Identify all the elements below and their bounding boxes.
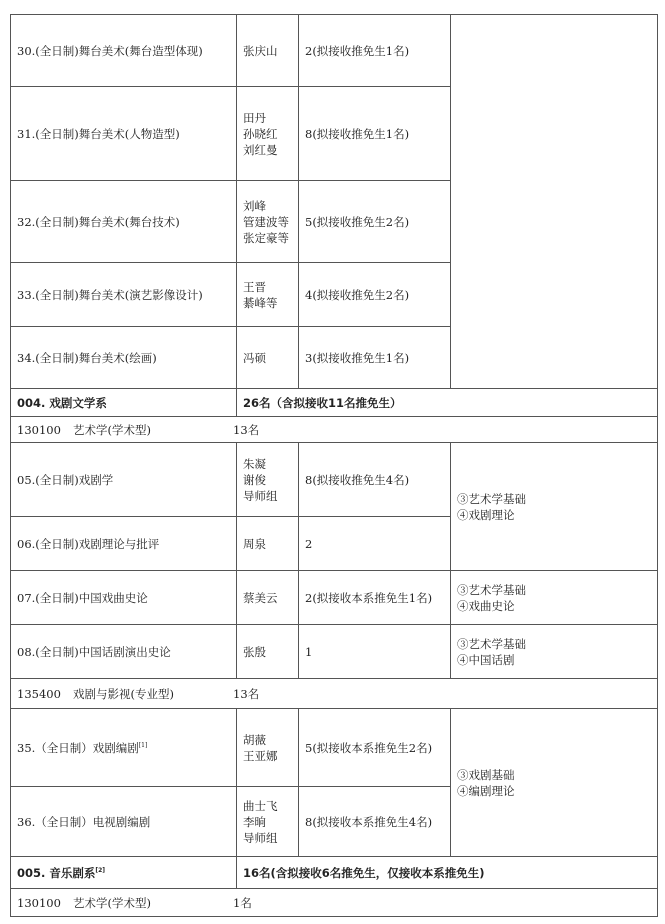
direction-cell: 08.(全日制)中国话剧演出史论 [11,625,237,679]
subject-row [11,679,658,709]
department-name: 005. 音乐剧系[2] [11,857,237,889]
tutor-cell: 田丹 孙晓红 刘红曼 [237,87,299,181]
tutor-cell: 张庆山 [237,15,299,87]
department-total: 26名（含拟接收11名推免生） [237,389,658,417]
department-total: 16名(含拟接收6名推免生，仅接收本系推免生) [237,857,658,889]
department-name: 004. 戏剧文学系 [11,389,237,417]
direction-cell: 36.（全日制）电视剧编剧 [11,787,237,857]
footnote-mark: [2] [95,866,106,874]
subject-cell [11,679,658,709]
table-row [11,571,658,625]
subject-count: 1名 [233,895,252,910]
subject-cell [11,889,658,917]
exam-cell: ③艺术学基础 ④戏剧理论 [451,443,658,571]
quota-cell: 4(拟接收推免生2名) [299,263,451,327]
subject-row [11,889,658,917]
subject-name: 艺术学(学术型) [73,895,151,910]
direction-cell: 07.(全日制)中国戏曲史论 [11,571,237,625]
direction-cell: 33.(全日制)舞台美术(演艺影像设计) [11,263,237,327]
direction-cell: 31.(全日制)舞台美术(人物造型) [11,87,237,181]
table-row [11,625,658,679]
quota-cell: 2(拟接收推免生1名) [299,15,451,87]
quota-cell: 3(拟接收推免生1名) [299,327,451,389]
quota-cell: 8(拟接收推免生1名) [299,87,451,181]
quota-cell: 2 [299,517,451,571]
subject-cell [11,417,658,443]
direction-cell: 30.(全日制)舞台美术(舞台造型体现) [11,15,237,87]
tutor-cell: 胡薇 王亚娜 [237,709,299,787]
quota-cell: 1 [299,625,451,679]
subject-count: 13名 [233,422,260,437]
table-row [11,15,658,87]
enrollment-table [10,14,658,917]
exam-cell: ③戏剧基础 ④编剧理论 [451,709,658,857]
tutor-cell: 蔡美云 [237,571,299,625]
subject-name: 艺术学(学术型) [73,422,151,437]
direction-cell: 34.(全日制)舞台美术(绘画) [11,327,237,389]
direction-cell: 35.（全日制）戏剧编剧[1] [11,709,237,787]
tutor-cell: 朱凝 谢俊 导师组 [237,443,299,517]
quota-cell: 2(拟接收本系推免生1名) [299,571,451,625]
table-row [11,709,658,787]
exam-cell: ③艺术学基础 ④戏曲史论 [451,571,658,625]
subject-row [11,417,658,443]
exam-cell: ③艺术学基础 ④中国话剧 [451,625,658,679]
table-row [11,443,658,517]
department-row [11,389,658,417]
subject-code: 135400 [17,686,61,701]
tutor-cell: 王晋 綦峰等 [237,263,299,327]
tutor-cell: 冯硕 [237,327,299,389]
subject-count: 13名 [233,686,260,701]
tutor-cell: 刘峰 管建波等 张定豪等 [237,181,299,263]
quota-cell: 8(拟接收本系推免生4名) [299,787,451,857]
quota-cell: 5(拟接收本系推免生2名) [299,709,451,787]
subject-code: 130100 [17,422,61,437]
direction-cell: 06.(全日制)戏剧理论与批评 [11,517,237,571]
footnote-mark: [1] [138,741,148,749]
quota-cell: 8(拟接收推免生4名) [299,443,451,517]
tutor-cell: 张殷 [237,625,299,679]
direction-cell: 05.(全日制)戏剧学 [11,443,237,517]
department-row [11,857,658,889]
tutor-cell: 曲士飞 李晌 导师组 [237,787,299,857]
direction-cell: 32.(全日制)舞台美术(舞台技术) [11,181,237,263]
subject-code: 130100 [17,895,61,910]
quota-cell: 5(拟接收推免生2名) [299,181,451,263]
subject-name: 戏剧与影视(专业型) [73,686,174,701]
exam-cell-empty [451,15,658,389]
tutor-cell: 周泉 [237,517,299,571]
enrollment-table-page [10,14,657,917]
